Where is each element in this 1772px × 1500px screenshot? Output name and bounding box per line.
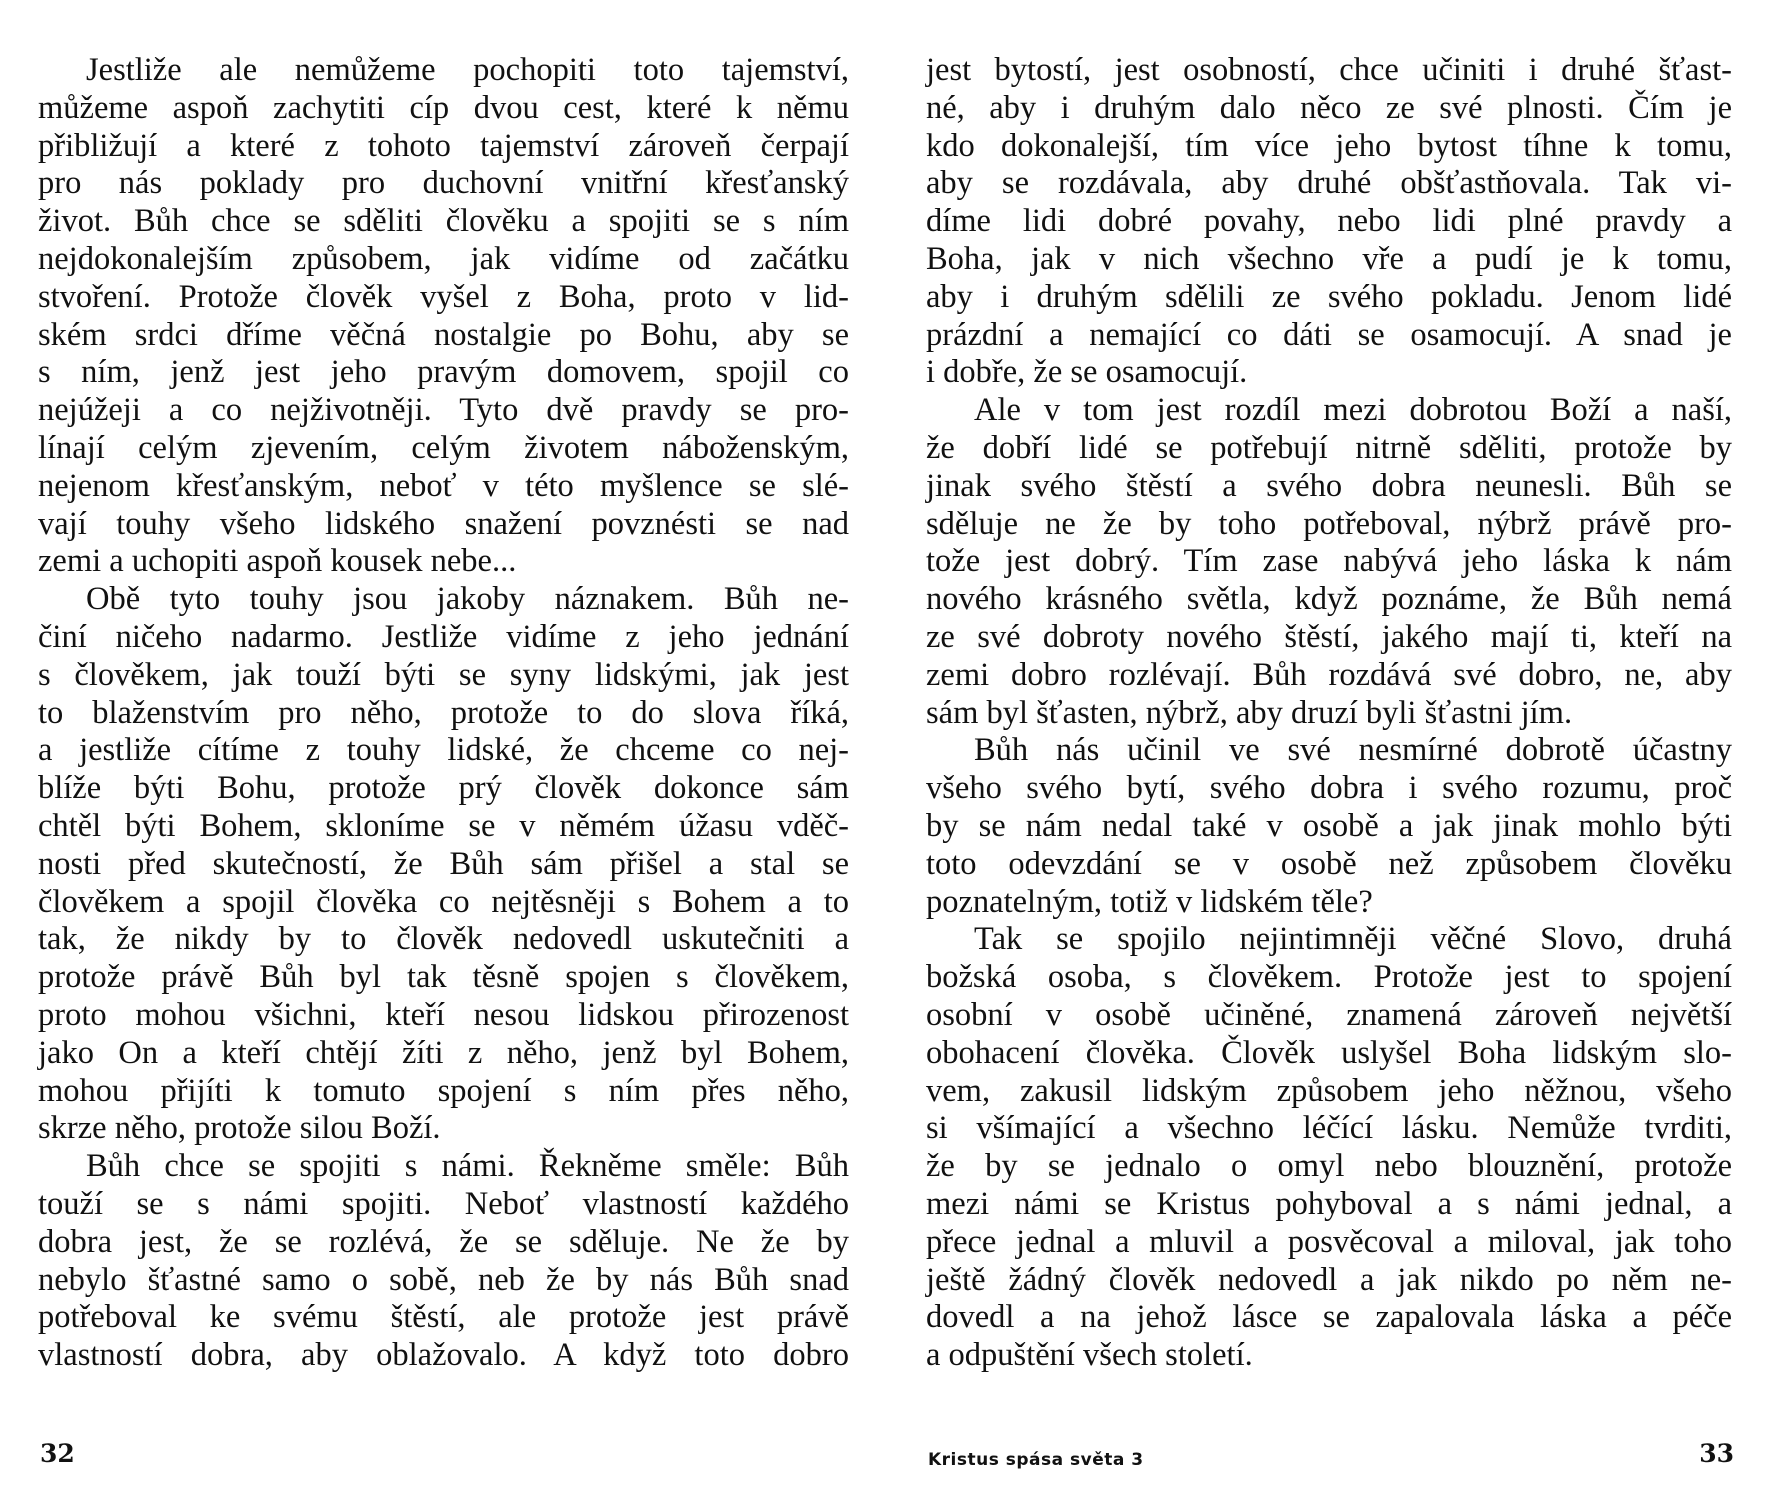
text-line: dobra jest, že se rozlévá, že se sděluje. Ne že by bbox=[38, 1223, 849, 1260]
paragraph bbox=[38, 1148, 849, 1375]
text-line: ještě žádný člověk nedovedl a jak nikdo po něm ne- bbox=[926, 1261, 1732, 1298]
text-line: ze své dobroty nového štěstí, jakého mají ti, kteří na bbox=[926, 618, 1732, 655]
text-line: stvoření. Protože člověk vyšel z Boha, proto v lid- bbox=[38, 278, 849, 315]
page-number-right: 33 bbox=[1699, 1439, 1734, 1468]
text-line: línají celým zjevením, celým životem náboženským, bbox=[38, 429, 849, 466]
paragraph bbox=[38, 581, 849, 1148]
text-line: vlastností dobra, aby oblažovalo. A když toto dobro bbox=[38, 1337, 849, 1374]
text-line: činí ničeho nadarmo. Jestliže vidíme z jeho jednání bbox=[38, 618, 849, 655]
text-line: blíže býti Bohu, protože prý člověk dokonce sám bbox=[38, 770, 849, 807]
text-line: dovedl a na jehož lásce se zapalovala láska a péče bbox=[926, 1299, 1732, 1336]
text-line: kdo dokonalejší, tím více jeho bytost tíhne k tomu, bbox=[926, 127, 1732, 164]
paragraph bbox=[926, 52, 1732, 392]
text-line: mezi námi se Kristus pohyboval a s námi jednal, a bbox=[926, 1185, 1732, 1222]
text-line: osobní v osobě učiněné, znamená zároveň největší bbox=[926, 996, 1732, 1033]
text-line: všeho svého bytí, svého dobra i svého rozumu, proč bbox=[926, 770, 1732, 807]
text-line: skrze něho, protože silou Boží. bbox=[38, 1110, 441, 1147]
text-line: nového krásného světla, když poznáme, že Bůh nemá bbox=[926, 581, 1732, 618]
text-line: božská osoba, s člověkem. Protože jest to spojení bbox=[926, 959, 1732, 996]
text-line: protože právě Bůh byl tak těsně spojen s člověkem, bbox=[38, 959, 849, 996]
text-line: sděluje ne že by toho potřeboval, nýbrž právě pro- bbox=[926, 505, 1732, 542]
text-line: obohacení člověka. Člověk uslyšel Boha lidským slo- bbox=[926, 1034, 1732, 1071]
text-line: nejenom křesťanským, neboť v této myšlence se slé- bbox=[38, 467, 849, 504]
text-line: díme lidi dobré povahy, nebo lidi plné pravdy a bbox=[926, 203, 1732, 240]
text-line: že dobří lidé se potřebují nitrně sděliti, protože by bbox=[926, 429, 1732, 466]
text-line: to blaženstvím pro něho, protože to do slova říká, bbox=[38, 694, 849, 731]
text-line: chtěl býti Bohem, skloníme se v němém úžasu vděč- bbox=[38, 807, 849, 844]
text-line: sám byl šťasten, nýbrž, aby druzí byli šťastni jím. bbox=[926, 694, 1573, 731]
page-32-text-column bbox=[38, 52, 849, 1375]
text-line: si všímající a všechno léčící lásku. Nemůže tvrditi, bbox=[926, 1110, 1732, 1147]
text-line: jinak svého štěstí a svého dobra neunesli. Bůh se bbox=[926, 467, 1732, 504]
text-line: Tak se spojilo nejintimněji věčné Slovo, druhá bbox=[974, 921, 1732, 958]
text-line: toto odevzdání se v osobě než způsobem člověku bbox=[926, 845, 1732, 882]
text-line: jako On a kteří chtějí žíti z něho, jenž byl Bohem, bbox=[38, 1034, 849, 1071]
text-line: tak, že nikdy by to člověk nedovedl uskutečniti a bbox=[38, 921, 849, 958]
text-line: život. Bůh chce se sděliti člověku a spojiti se s ním bbox=[38, 203, 849, 240]
text-line: ském srdci dříme věčná nostalgie po Bohu, aby se bbox=[38, 316, 849, 353]
text-line: vají touhy všeho lidského snažení povznésti se nad bbox=[38, 505, 849, 542]
text-line: s ním, jenž jest jeho pravým domovem, spojil co bbox=[38, 354, 849, 391]
text-line: a odpuštění všech století. bbox=[926, 1337, 1253, 1374]
paragraph bbox=[926, 732, 1732, 921]
paragraph bbox=[38, 52, 849, 581]
paragraph bbox=[926, 392, 1732, 732]
text-line: tože jest dobrý. Tím zase nabývá jeho láska k nám bbox=[926, 543, 1732, 580]
text-line: Ale v tom jest rozdíl mezi dobrotou Boží a naší, bbox=[974, 392, 1732, 429]
text-line: poznatelným, totiž v lidském těle? bbox=[926, 883, 1373, 920]
text-line: by se nám nedal také v osobě a jak jinak mohlo býti bbox=[926, 807, 1732, 844]
text-line: mohou přijíti k tomuto spojení s ním přes něho, bbox=[38, 1072, 849, 1109]
text-line: můžeme aspoň zachytiti cíp dvou cest, které k němu bbox=[38, 89, 849, 126]
page-number-left: 32 bbox=[40, 1439, 75, 1468]
paragraph bbox=[926, 921, 1732, 1375]
text-line: proto mohou všichni, kteří nesou lidskou přirozenost bbox=[38, 996, 849, 1033]
text-line: touží se s námi spojiti. Neboť vlastností každého bbox=[38, 1185, 849, 1222]
text-line: přece jednal a mluvil a posvěcoval a miloval, jak toho bbox=[926, 1223, 1732, 1260]
text-line: Bůh nás učinil ve své nesmírné dobrotě účastny bbox=[974, 732, 1732, 769]
text-line: vem, zakusil lidským způsobem jeho něžnou, všeho bbox=[926, 1072, 1732, 1109]
text-line: Jestliže ale nemůžeme pochopiti toto tajemství, bbox=[86, 52, 849, 88]
running-footer-title: Kristus spása světa 3 bbox=[928, 1450, 1144, 1470]
text-line: aby se rozdávala, aby druhé obšťastňovala. Tak vi- bbox=[926, 165, 1732, 202]
text-line: pro nás poklady pro duchovní vnitřní křesťanský bbox=[38, 165, 849, 202]
text-line: člověkem a spojil člověka co nejtěsněji s Bohem a to bbox=[38, 883, 849, 920]
text-line: potřeboval ke svému štěstí, ale protože jest právě bbox=[38, 1299, 849, 1336]
text-line: Obě tyto touhy jsou jakoby náznakem. Bůh ne- bbox=[86, 581, 849, 618]
text-line: prázdní a nemající co dáti se osamocují. A snad je bbox=[926, 316, 1732, 353]
text-line: Bůh chce se spojiti s námi. Řekněme směle: Bůh bbox=[86, 1148, 849, 1185]
text-line: nejdokonalejším způsobem, jak vidíme od začátku bbox=[38, 240, 849, 277]
text-line: zemi dobro rozlévají. Bůh rozdává své dobro, ne, aby bbox=[926, 656, 1732, 693]
text-line: a jestliže cítíme z touhy lidské, že chceme co nej- bbox=[38, 732, 849, 769]
text-line: nebylo šťastné samo o sobě, neb že by nás Bůh snad bbox=[38, 1261, 849, 1298]
text-line: né, aby i druhým dalo něco ze své plnosti. Čím je bbox=[926, 89, 1732, 126]
text-line: že by se jednalo o omyl nebo blouznění, protože bbox=[926, 1148, 1732, 1185]
text-line: jest bytostí, jest osobností, chce učiniti i druhé šťast- bbox=[926, 52, 1732, 88]
text-line: Boha, jak v nich všechno vře a pudí je k tomu, bbox=[926, 240, 1732, 277]
text-line: zemi a uchopiti aspoň kousek nebe... bbox=[38, 543, 517, 580]
text-line: přibližují a které z tohoto tajemství zároveň čerpají bbox=[38, 127, 849, 164]
text-line: nosti před skutečností, že Bůh sám přišel a stal se bbox=[38, 845, 849, 882]
text-line: i dobře, že se osamocují. bbox=[926, 354, 1248, 391]
text-line: nejúžeji a co nejživotněji. Tyto dvě pravdy se pro- bbox=[38, 392, 849, 429]
text-line: s člověkem, jak touží býti se syny lidskými, jak jest bbox=[38, 656, 849, 693]
page-33-text-column bbox=[926, 52, 1732, 1375]
text-line: aby i druhým sdělili ze svého pokladu. Jenom lidé bbox=[926, 278, 1732, 315]
